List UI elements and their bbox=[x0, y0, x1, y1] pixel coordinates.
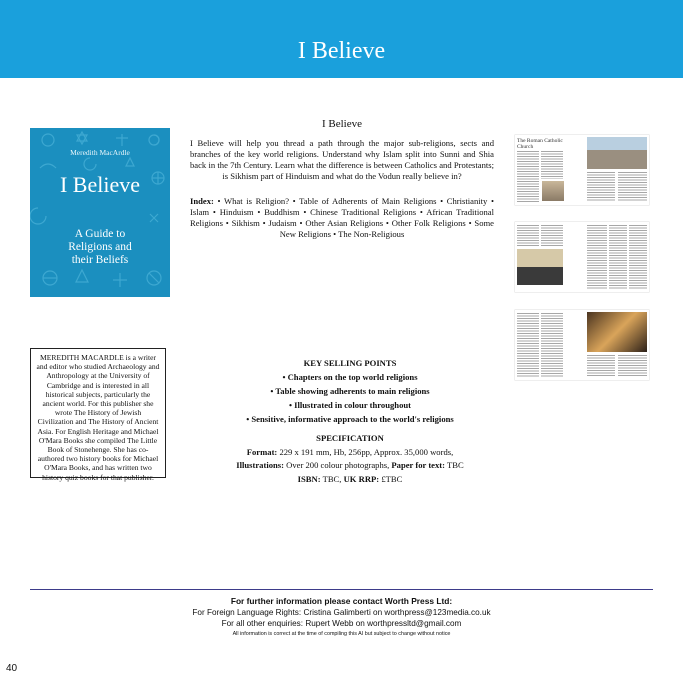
photo-wailing-wall bbox=[517, 249, 563, 285]
format-value: 229 x 191 mm, Hb, 256pp, Approx. 35,000 words, bbox=[277, 446, 454, 457]
isbn-value: TBC, bbox=[320, 473, 344, 484]
format-label: Format: bbox=[246, 446, 278, 457]
paper-value: TBC bbox=[445, 460, 464, 470]
cover-author: Meredith MacArdle bbox=[70, 148, 130, 157]
selling-point: • Chapters on the top world religions bbox=[282, 372, 418, 382]
other-enquiries-contact: For all other enquiries: Rupert Webb on worthpressltd@gmail.com bbox=[221, 619, 462, 628]
index-text: • What is Religion? • Table of Adherents of Main Religions • Christianity • Islam • Hinduism • Buddhism • Chinese Traditional Religions • African Traditional Religions • Sikhism • Judaism • Other Asian Religions • Other Folk Religions • Some New Religions • The Non-Religious bbox=[190, 196, 494, 239]
index-label: Index: bbox=[190, 196, 214, 206]
rrp-label: UK RRP: bbox=[343, 473, 380, 484]
page-number: 40 bbox=[6, 663, 18, 674]
cover-subtitle-line: A Guide to bbox=[74, 228, 126, 240]
cover-title: I Believe bbox=[59, 172, 141, 197]
illustrations-value: Over 200 colour photographs, bbox=[284, 460, 392, 470]
specification bbox=[195, 432, 505, 486]
sample-spread-1 bbox=[515, 135, 649, 205]
page-title: I Believe bbox=[297, 38, 386, 64]
selling-point: • Illustrated in colour throughout bbox=[288, 400, 412, 410]
sample-spread-2 bbox=[515, 222, 649, 292]
book-description: I Believe will help you thread a path through the major sub-religions, sects and branches of the key world religions. Understand why Islam split into Sunni and Shia back in the 7th Century. Learn what the difference is between Catholics and Protestants; is Sikhism part of Hinduism and what do the Vodun really believe in? bbox=[190, 138, 494, 181]
paper-label: Paper for text: bbox=[391, 460, 446, 470]
spec-illustrations-line bbox=[195, 459, 505, 473]
selling-points-heading: KEY SELLING POINTS bbox=[303, 358, 397, 368]
header-banner bbox=[0, 0, 683, 78]
illustrations-label: Illustrations: bbox=[236, 460, 284, 470]
footer bbox=[30, 595, 653, 639]
book-index bbox=[190, 196, 494, 240]
cover-subtitle-line: Religions and bbox=[68, 241, 132, 253]
photo-candles bbox=[587, 312, 647, 352]
selling-point: • Table showing adherents to main religions bbox=[270, 386, 430, 396]
rrp-value: £TBC bbox=[379, 473, 403, 484]
specification-heading: SPECIFICATION bbox=[316, 433, 384, 443]
sample-spread-3 bbox=[515, 310, 649, 380]
contact-heading: For further information please contact Worth Press Ltd: bbox=[230, 596, 453, 606]
disclaimer: All information is correct at the time of compiling this AI but subject to change without notice bbox=[232, 631, 451, 637]
photo-st-peters bbox=[587, 137, 647, 169]
footer-divider bbox=[30, 589, 653, 590]
author-bio-box: MEREDITH MACARDLE is a writer and editor who studied Archaeology and Anthropology at the University of Cambridge and is interested in all historical subjects, particularly the ancient world. For this publisher she wrote The History of Jewish Civilization and The History of Ancient Asia. For English Heritage and Michael O'Mara Books she compiled The Little Book of Stonehenge. She has co-authored two history books for Michael O'Mara Books, and has written two history quiz books for that publisher. bbox=[30, 348, 166, 478]
spread-heading: The Roman Catholic Church bbox=[517, 138, 563, 150]
book-title: I Believe bbox=[321, 118, 362, 130]
photo-vatican bbox=[542, 181, 564, 201]
spec-format-line bbox=[195, 446, 505, 460]
key-selling-points bbox=[200, 356, 500, 426]
isbn-label: ISBN: bbox=[297, 473, 321, 484]
selling-point: • Sensitive, informative approach to the world's religions bbox=[246, 414, 454, 424]
spec-isbn-line bbox=[195, 473, 505, 487]
cover-subtitle-line: their Beliefs bbox=[71, 254, 129, 266]
cover-subtitle bbox=[36, 228, 164, 267]
book-cover bbox=[30, 128, 170, 297]
foreign-rights-contact: For Foreign Language Rights: Cristina Galimberti on worthpress@123media.co.uk bbox=[192, 608, 491, 617]
